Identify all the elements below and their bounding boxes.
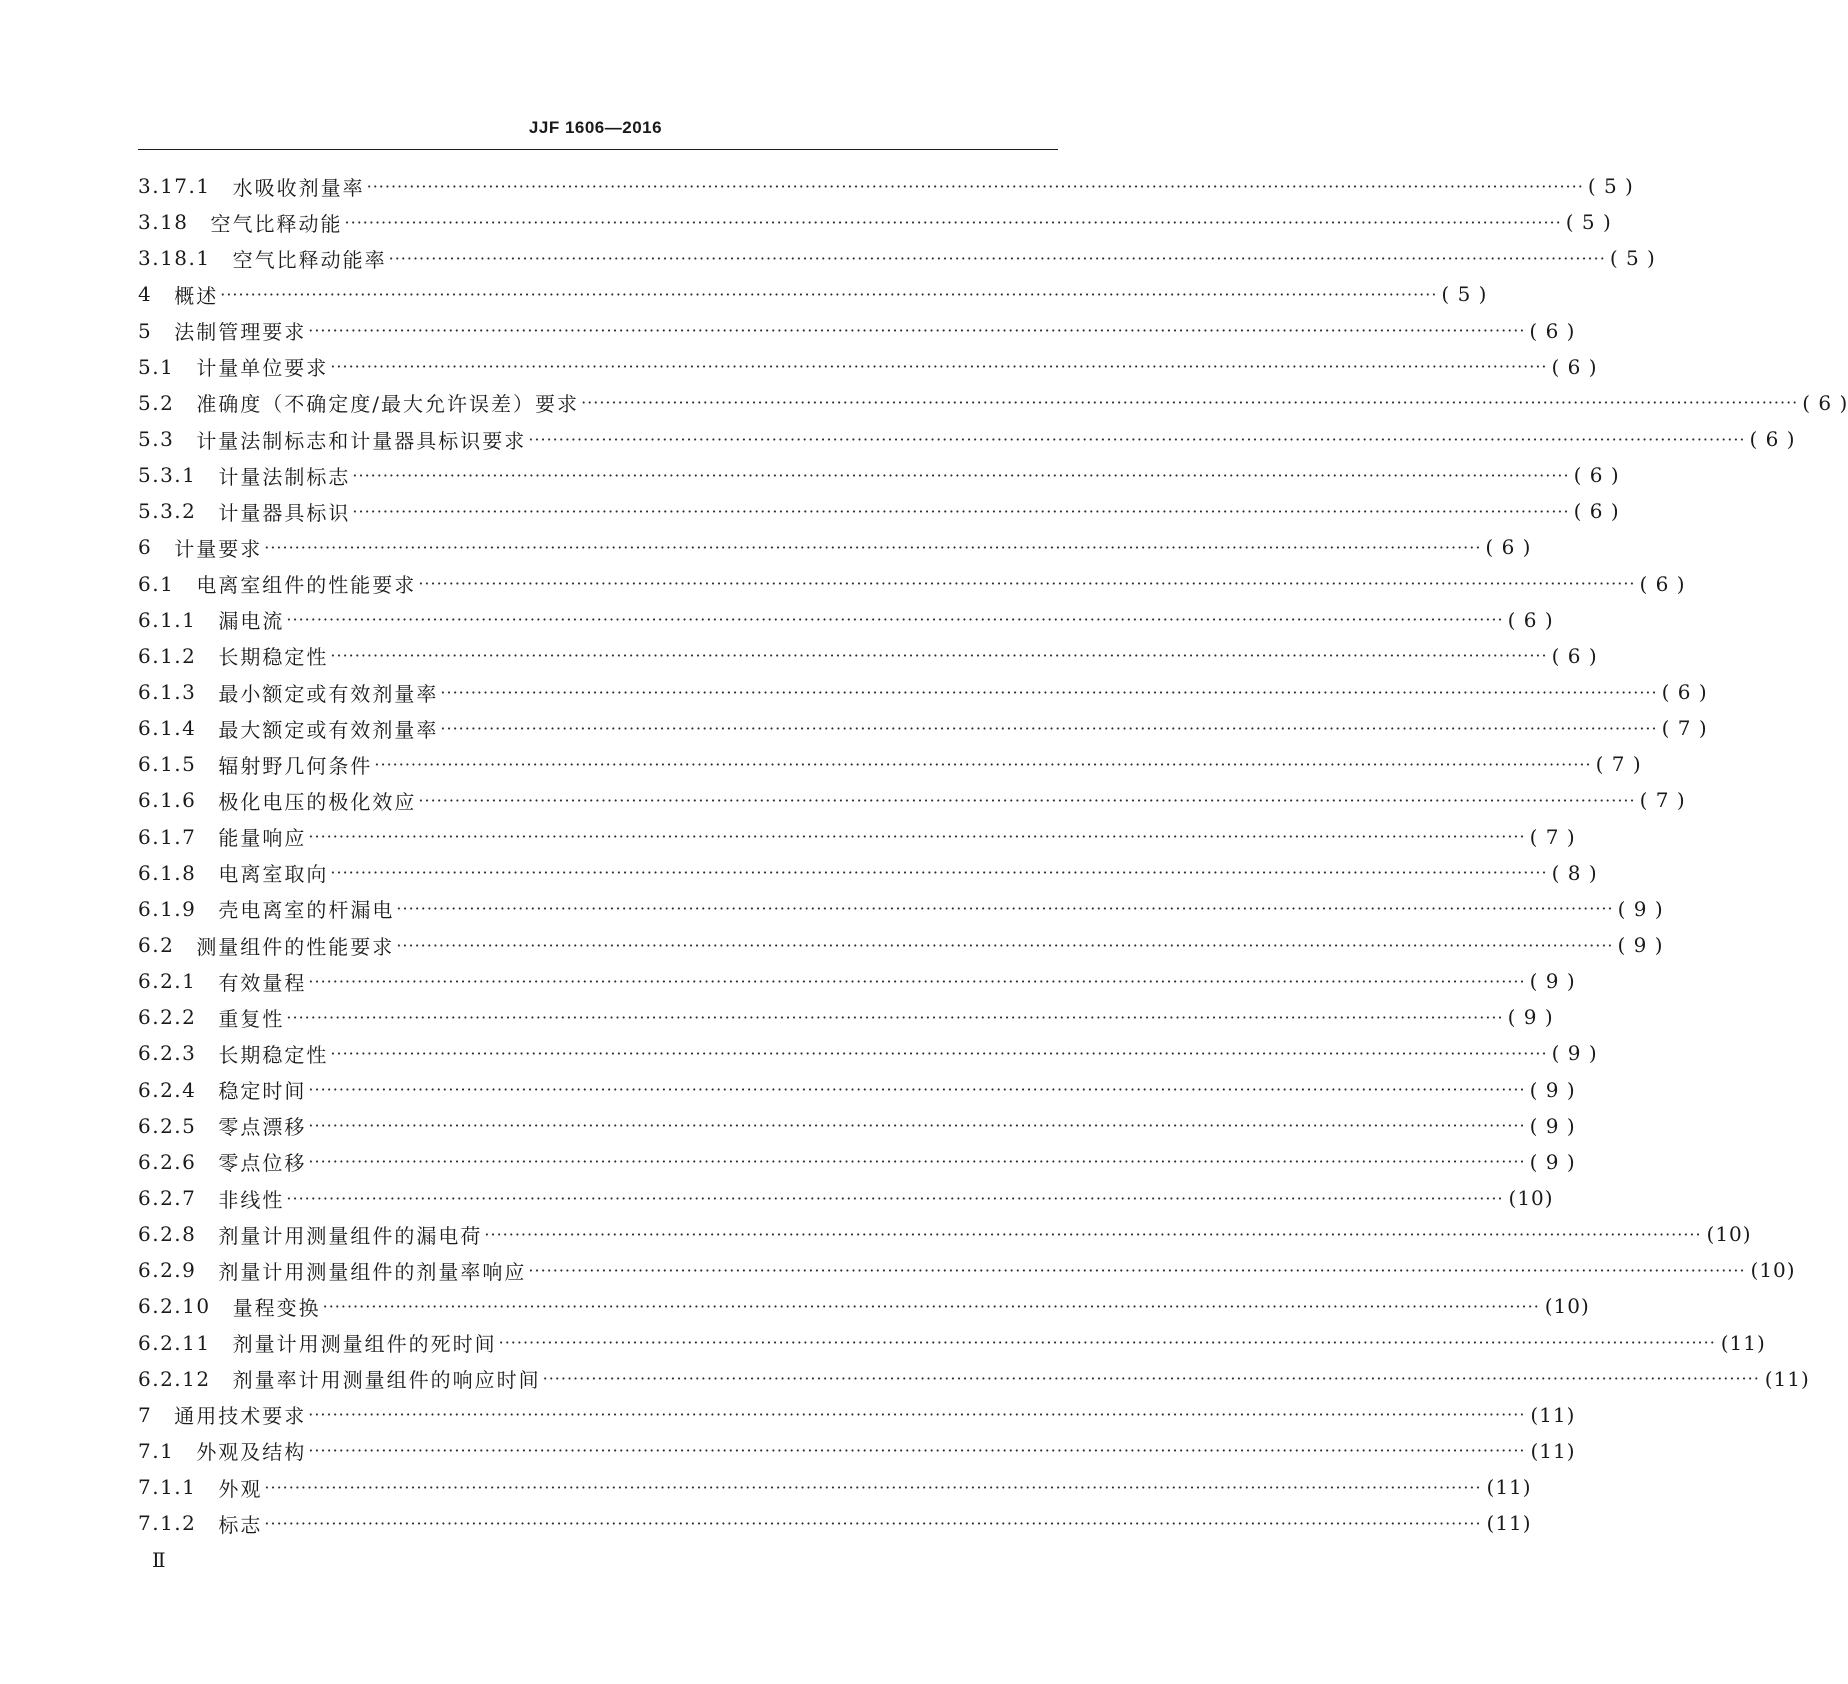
toc-entry xyxy=(138,999,1554,1035)
toc-entry xyxy=(138,1469,1532,1505)
toc-entry xyxy=(138,313,1576,349)
dot-leader: ········································································································································································································ xyxy=(286,610,1504,630)
document-header: JJF 1606—2016 xyxy=(528,118,663,137)
toc-entry-number: 6.2.4 xyxy=(138,1077,197,1102)
dot-leader: ········································································································································································································ xyxy=(366,176,1584,196)
toc-entry-page: (11) xyxy=(1486,1475,1532,1500)
toc-entry-title: 零点位移 xyxy=(218,1151,307,1176)
dot-leader: ········································································································································································································ xyxy=(352,501,1570,521)
toc-entry-title: 非线性 xyxy=(218,1187,285,1212)
toc-entry-number: 6.1.8 xyxy=(138,860,197,885)
toc-entry-page: ( 9 ) xyxy=(1551,1041,1598,1066)
toc-entry-page: ( 6 ) xyxy=(1749,427,1796,452)
toc-entry-number: 5.3 xyxy=(138,427,175,452)
toc-entry-number: 6.2.7 xyxy=(138,1186,197,1210)
toc-entry xyxy=(138,1397,1576,1433)
toc-entry xyxy=(138,674,1708,710)
toc-entry-page: ( 9 ) xyxy=(1529,1113,1576,1138)
toc-entry xyxy=(138,276,1488,312)
toc-entry xyxy=(138,168,1634,204)
toc-entry xyxy=(138,457,1620,493)
toc-entry-number: 6.2.12 xyxy=(138,1366,211,1391)
toc-entry-title: 通用技术要求 xyxy=(174,1404,307,1429)
toc-entry-number: 6.1.4 xyxy=(138,716,197,741)
dot-leader: ········································································································································································································ xyxy=(308,1080,1526,1100)
toc-entry-number: 6.2.9 xyxy=(138,1258,197,1283)
dot-leader: ········································································································································································································ xyxy=(220,284,1438,304)
dot-leader: ········································································································································································································ xyxy=(396,899,1614,919)
toc-entry-number: 5.2 xyxy=(138,390,175,415)
toc-entry-title: 长期稳定性 xyxy=(218,1042,329,1067)
toc-entry-number: 6.2.11 xyxy=(138,1330,211,1355)
dot-leader: ········································································································································································································ xyxy=(264,1513,1482,1533)
dot-leader: ········································································································································································································ xyxy=(542,1369,1760,1389)
toc-entry-title: 空气比释动能 xyxy=(210,211,343,236)
dot-leader: ········································································································································································································ xyxy=(388,248,1606,268)
toc-entry-title: 长期稳定性 xyxy=(218,645,329,670)
toc-entry-title: 剂量计用测量组件的死时间 xyxy=(232,1332,497,1357)
dot-leader: ········································································································································································································ xyxy=(352,465,1570,485)
dot-leader: ········································································································································································································ xyxy=(308,1405,1526,1425)
toc-entry xyxy=(138,1072,1576,1108)
toc-entry-page: ( 7 ) xyxy=(1639,788,1686,813)
toc-entry xyxy=(138,385,1848,421)
toc-entry-title: 极化电压的极化效应 xyxy=(218,789,417,814)
toc-entry-number: 6.1.3 xyxy=(138,680,197,705)
toc-entry-number: 6.2.2 xyxy=(138,1005,197,1030)
dot-leader: ········································································································································································································ xyxy=(264,1477,1482,1497)
dot-leader: ········································································································································································································ xyxy=(418,790,1636,810)
toc-entry-page: ( 5 ) xyxy=(1565,210,1612,235)
toc-entry-number: 6.1.2 xyxy=(138,643,197,668)
toc-entry-page: ( 7 ) xyxy=(1661,716,1708,741)
toc-entry-number: 7.1.2 xyxy=(138,1511,197,1536)
toc-entry-number: 6.2.1 xyxy=(138,969,197,994)
toc-entry-title: 电离室组件的性能要求 xyxy=(196,573,417,598)
toc-entry-page: (11) xyxy=(1764,1366,1810,1391)
toc-entry-title: 重复性 xyxy=(218,1006,285,1031)
toc-entry xyxy=(138,855,1598,891)
dot-leader: ········································································································································································································ xyxy=(418,574,1636,594)
table-of-contents xyxy=(138,168,1848,1541)
dot-leader: ········································································································································································································ xyxy=(330,863,1548,883)
toc-entry-title: 能量响应 xyxy=(218,826,307,851)
dot-leader: ········································································································································································································ xyxy=(581,393,1799,413)
toc-entry-title: 计量要求 xyxy=(174,536,263,561)
dot-leader: ········································································································································································································ xyxy=(498,1333,1716,1353)
toc-entry-title: 剂量率计用测量组件的响应时间 xyxy=(232,1368,541,1393)
toc-entry-number: 6.2.10 xyxy=(138,1294,211,1319)
dot-leader: ········································································································································································································ xyxy=(308,1116,1526,1136)
toc-entry-title: 计量器具标识 xyxy=(218,500,351,525)
toc-entry xyxy=(138,204,1612,240)
toc-entry-title: 壳电离室的杆漏电 xyxy=(218,898,395,923)
toc-entry-title: 剂量计用测量组件的剂量率响应 xyxy=(218,1259,527,1284)
toc-entry-number: 3.17.1 xyxy=(138,174,211,199)
toc-entry-title: 剂量计用测量组件的漏电荷 xyxy=(218,1223,483,1248)
toc-entry-title: 外观 xyxy=(218,1476,263,1501)
toc-entry-title: 空气比释动能率 xyxy=(232,247,387,272)
toc-entry-title: 测量组件的性能要求 xyxy=(196,934,395,959)
toc-entry xyxy=(138,529,1532,565)
toc-entry-number: 7.1.1 xyxy=(138,1475,197,1500)
toc-entry xyxy=(138,819,1576,855)
toc-entry xyxy=(138,927,1664,963)
dot-leader: ········································································································································································································ xyxy=(330,357,1548,377)
toc-entry-number: 6.1.5 xyxy=(138,752,197,777)
dot-leader: ········································································································································································································ xyxy=(330,1043,1548,1063)
toc-entry-page: ( 9 ) xyxy=(1617,933,1664,958)
dot-leader: ········································································································································································································ xyxy=(308,1152,1526,1172)
toc-entry-page: ( 9 ) xyxy=(1529,1077,1576,1102)
toc-entry-title: 零点漂移 xyxy=(218,1115,307,1140)
toc-entry-number: 5.3.1 xyxy=(138,463,197,488)
toc-entry-number: 7 xyxy=(138,1402,153,1427)
toc-entry-page: ( 6 ) xyxy=(1802,390,1848,415)
page-number: Ⅱ xyxy=(152,1548,166,1572)
toc-entry-title: 水吸收剂量率 xyxy=(232,175,365,200)
dot-leader: ········································································································································································································ xyxy=(374,754,1592,774)
toc-entry xyxy=(138,891,1664,927)
toc-entry-title: 漏电流 xyxy=(218,609,285,634)
toc-entry-page: ( 9 ) xyxy=(1507,1005,1554,1030)
toc-entry xyxy=(138,566,1686,602)
toc-entry-page: ( 5 ) xyxy=(1587,174,1634,199)
toc-entry-title: 有效量程 xyxy=(218,970,307,995)
header-rule xyxy=(138,149,1058,150)
toc-entry-page: ( 5 ) xyxy=(1609,246,1656,271)
toc-entry-title: 法制管理要求 xyxy=(174,320,307,345)
toc-entry xyxy=(138,1144,1576,1180)
toc-entry-number: 6.1.1 xyxy=(138,607,197,632)
toc-entry-number: 7.1 xyxy=(138,1438,175,1463)
dot-leader: ········································································································································································································ xyxy=(308,321,1526,341)
toc-entry-page: (11) xyxy=(1720,1330,1766,1355)
toc-entry-title: 最大额定或有效剂量率 xyxy=(218,717,439,742)
toc-entry-title: 电离室取向 xyxy=(218,862,329,887)
toc-entry-number: 6.2.8 xyxy=(138,1222,197,1247)
dot-leader: ········································································································································································································ xyxy=(440,718,1658,738)
toc-entry xyxy=(138,602,1554,638)
dot-leader: ········································································································································································································ xyxy=(344,212,1562,232)
toc-entry-page: ( 6 ) xyxy=(1551,354,1598,379)
toc-entry-number: 6.2.6 xyxy=(138,1149,197,1174)
toc-entry-number: 6.1 xyxy=(138,571,175,596)
toc-entry-title: 稳定时间 xyxy=(218,1079,307,1104)
toc-entry xyxy=(138,1216,1752,1252)
toc-entry-page: ( 6 ) xyxy=(1529,318,1576,343)
dot-leader: ········································································································································································································ xyxy=(330,646,1548,666)
toc-entry-page: ( 6 ) xyxy=(1507,607,1554,632)
toc-entry-number: 4 xyxy=(138,282,153,307)
toc-entry xyxy=(138,710,1708,746)
toc-entry-number: 6.1.7 xyxy=(138,824,197,849)
toc-entry xyxy=(138,1433,1576,1469)
toc-entry-title: 准确度（不确定度/最大允许误差）要求 xyxy=(196,392,580,417)
dot-leader: ········································································································································································································ xyxy=(484,1224,1702,1244)
toc-entry-number: 3.18 xyxy=(138,210,189,235)
dot-leader: ········································································································································································································ xyxy=(308,971,1526,991)
toc-entry-page: ( 6 ) xyxy=(1661,680,1708,705)
toc-entry-title: 辐射野几何条件 xyxy=(218,753,373,778)
toc-entry-page: (10) xyxy=(1750,1258,1796,1283)
toc-entry xyxy=(138,1361,1810,1397)
toc-entry-title: 计量单位要求 xyxy=(196,356,329,381)
toc-entry-page: (11) xyxy=(1530,1438,1576,1463)
toc-entry-number: 5.3.2 xyxy=(138,499,197,524)
toc-entry-page: ( 8 ) xyxy=(1551,860,1598,885)
toc-entry-page: ( 6 ) xyxy=(1573,463,1620,488)
toc-entry-page: (10) xyxy=(1544,1294,1590,1319)
toc-entry xyxy=(138,1325,1766,1361)
toc-entry-title: 计量法制标志和计量器具标识要求 xyxy=(196,428,527,453)
toc-entry-title: 外观及结构 xyxy=(196,1440,307,1465)
toc-entry xyxy=(138,421,1796,457)
dot-leader: ········································································································································································································ xyxy=(286,1007,1504,1027)
toc-entry xyxy=(138,1505,1532,1541)
toc-entry-number: 6.1.9 xyxy=(138,896,197,921)
toc-entry-page: ( 6 ) xyxy=(1485,535,1532,560)
toc-entry-page: ( 6 ) xyxy=(1639,571,1686,596)
toc-entry-number: 6.2 xyxy=(138,933,175,958)
toc-entry-number: 6.1.6 xyxy=(138,788,197,813)
toc-entry-number: 5 xyxy=(138,318,153,343)
toc-entry-number: 5.1 xyxy=(138,354,175,379)
toc-entry-page: ( 6 ) xyxy=(1573,499,1620,524)
toc-entry xyxy=(138,1288,1590,1324)
toc-entry-title: 最小额定或有效剂量率 xyxy=(218,681,439,706)
toc-entry-title: 计量法制标志 xyxy=(218,464,351,489)
toc-entry xyxy=(138,493,1620,529)
toc-entry-page: ( 7 ) xyxy=(1595,752,1642,777)
dot-leader: ········································································································································································································ xyxy=(308,827,1526,847)
toc-entry xyxy=(138,963,1576,999)
toc-entry xyxy=(138,1180,1554,1216)
toc-entry-page: ( 6 ) xyxy=(1551,643,1598,668)
dot-leader: ········································································································································································································ xyxy=(308,1441,1526,1461)
toc-entry-page: ( 9 ) xyxy=(1617,896,1664,921)
dot-leader: ········································································································································································································ xyxy=(396,935,1614,955)
toc-entry-number: 3.18.1 xyxy=(138,246,211,271)
toc-entry xyxy=(138,1035,1598,1071)
toc-entry-page: (10) xyxy=(1508,1186,1554,1210)
toc-entry xyxy=(138,240,1656,276)
dot-leader: ········································································································································································································ xyxy=(528,1260,1746,1280)
toc-entry-page: ( 7 ) xyxy=(1529,824,1576,849)
toc-entry-number: 6.2.3 xyxy=(138,1041,197,1066)
dot-leader: ········································································································································································································ xyxy=(264,537,1482,557)
toc-entry xyxy=(138,782,1686,818)
toc-entry-title: 量程变换 xyxy=(232,1295,321,1320)
toc-entry xyxy=(138,1108,1576,1144)
toc-entry-page: ( 9 ) xyxy=(1529,1149,1576,1174)
dot-leader: ········································································································································································································ xyxy=(528,429,1746,449)
toc-entry-number: 6 xyxy=(138,535,153,560)
toc-entry-page: (11) xyxy=(1530,1402,1576,1427)
toc-entry-page: (10) xyxy=(1706,1222,1752,1247)
toc-entry xyxy=(138,638,1598,674)
toc-entry xyxy=(138,349,1598,385)
toc-entry-page: (11) xyxy=(1486,1511,1532,1536)
dot-leader: ········································································································································································································ xyxy=(322,1296,1540,1316)
dot-leader: ········································································································································································································ xyxy=(440,682,1658,702)
toc-entry-title: 标志 xyxy=(218,1512,263,1537)
toc-entry-page: ( 9 ) xyxy=(1529,969,1576,994)
toc-entry-title: 概述 xyxy=(174,283,219,308)
toc-entry-number: 6.2.5 xyxy=(138,1113,197,1138)
dot-leader: ········································································································································································································ xyxy=(286,1188,1504,1208)
toc-entry xyxy=(138,746,1642,782)
toc-entry-page: ( 5 ) xyxy=(1441,282,1488,307)
toc-entry xyxy=(138,1252,1796,1288)
